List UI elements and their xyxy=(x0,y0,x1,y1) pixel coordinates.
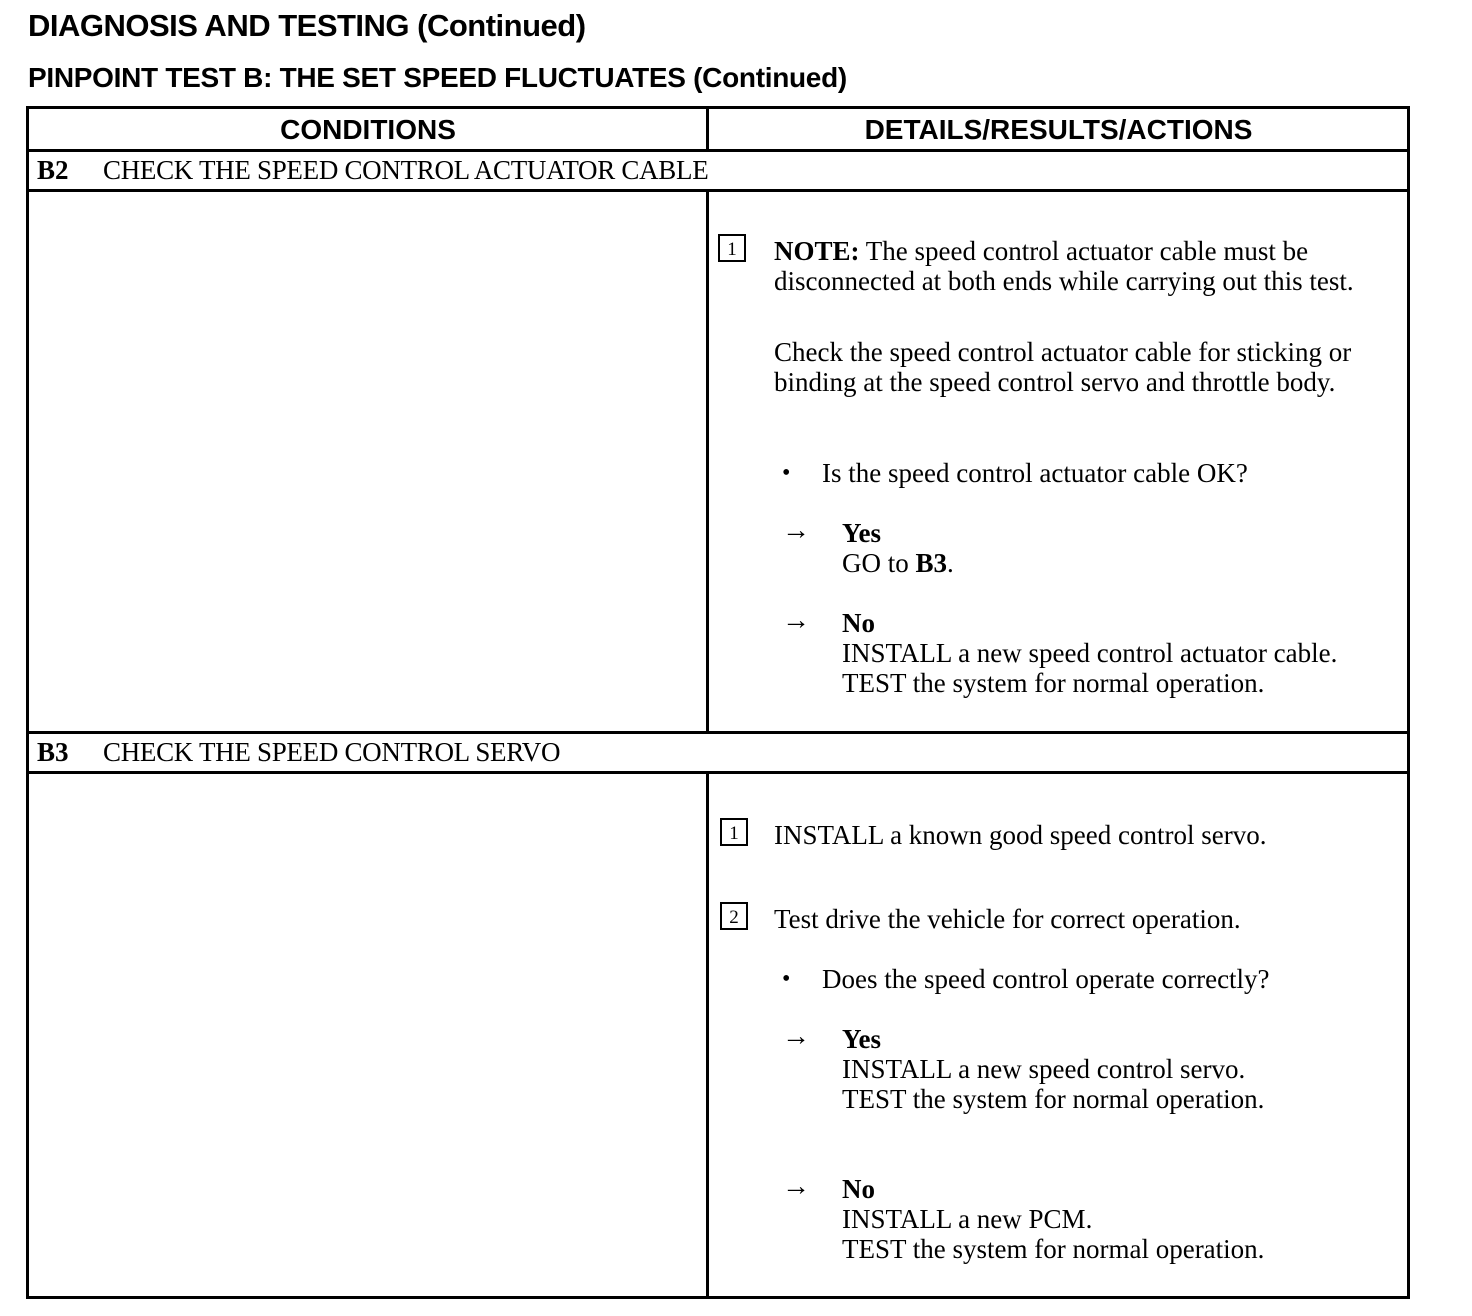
no-action-line: TEST the system for normal operation. xyxy=(842,668,1265,698)
question-text: Does the speed control operate correctly? xyxy=(822,964,1270,994)
b3-column-divider xyxy=(706,771,709,1296)
b2-column-divider xyxy=(706,189,709,731)
step-title: CHECK THE SPEED CONTROL SERVO xyxy=(103,737,561,767)
goto-step-link: B3 xyxy=(915,548,948,578)
question-text: Is the speed control actuator cable OK? xyxy=(822,458,1248,488)
header-column-divider xyxy=(706,109,709,149)
no-action-line: INSTALL a new speed control actuator cable. xyxy=(842,638,1338,668)
right-arrow-icon: → xyxy=(782,1021,810,1052)
yes-action-text: GO to xyxy=(842,548,916,578)
no-label: No xyxy=(842,608,875,638)
right-arrow-icon: → xyxy=(782,515,810,546)
step-title: CHECK THE SPEED CONTROL ACTUATOR CABLE xyxy=(103,155,709,185)
step-b2-title-row xyxy=(29,150,1407,190)
install-instruction: INSTALL a known good speed control servo. xyxy=(774,820,1267,850)
note-label: NOTE: xyxy=(774,236,860,266)
bullet-icon: • xyxy=(782,460,791,486)
yes-label: Yes xyxy=(842,1024,881,1054)
bullet-icon: • xyxy=(782,966,791,992)
step-number-box: 2 xyxy=(720,902,748,930)
step-number-box: 1 xyxy=(718,234,746,262)
step-id: B3 xyxy=(37,737,69,767)
no-label: No xyxy=(842,1174,875,1204)
yes-action-suffix: . xyxy=(947,548,954,578)
pinpoint-test-table xyxy=(26,106,1410,1299)
yes-action-line: INSTALL a new speed control servo. xyxy=(842,1054,1246,1084)
details-column-header: DETAILS/RESULTS/ACTIONS xyxy=(864,114,1253,145)
step-b3-title-row xyxy=(29,732,1407,772)
right-arrow-icon: → xyxy=(782,1171,810,1202)
note-text: The speed control actuator cable must be disconnected at both ends while carrying out this test. xyxy=(774,236,1354,296)
yes-label: Yes xyxy=(842,518,881,548)
step-id: B2 xyxy=(37,155,69,185)
yes-action-line: TEST the system for normal operation. xyxy=(842,1084,1265,1114)
test-drive-instruction: Test drive the vehicle for correct operation. xyxy=(774,904,1241,934)
step-number-box: 1 xyxy=(720,818,748,846)
no-action-line: TEST the system for normal operation. xyxy=(842,1234,1265,1264)
pinpoint-test-title: PINPOINT TEST B: THE SET SPEED FLUCTUATES (Continued) xyxy=(28,62,847,93)
conditions-column-header: CONDITIONS xyxy=(280,114,456,145)
right-arrow-icon: → xyxy=(782,605,810,636)
section-title: DIAGNOSIS AND TESTING (Continued) xyxy=(28,8,586,43)
no-action-line: INSTALL a new PCM. xyxy=(842,1204,1093,1234)
check-instruction: Check the speed control actuator cable for sticking or binding at the speed control servo and throttle body. xyxy=(774,337,1352,397)
